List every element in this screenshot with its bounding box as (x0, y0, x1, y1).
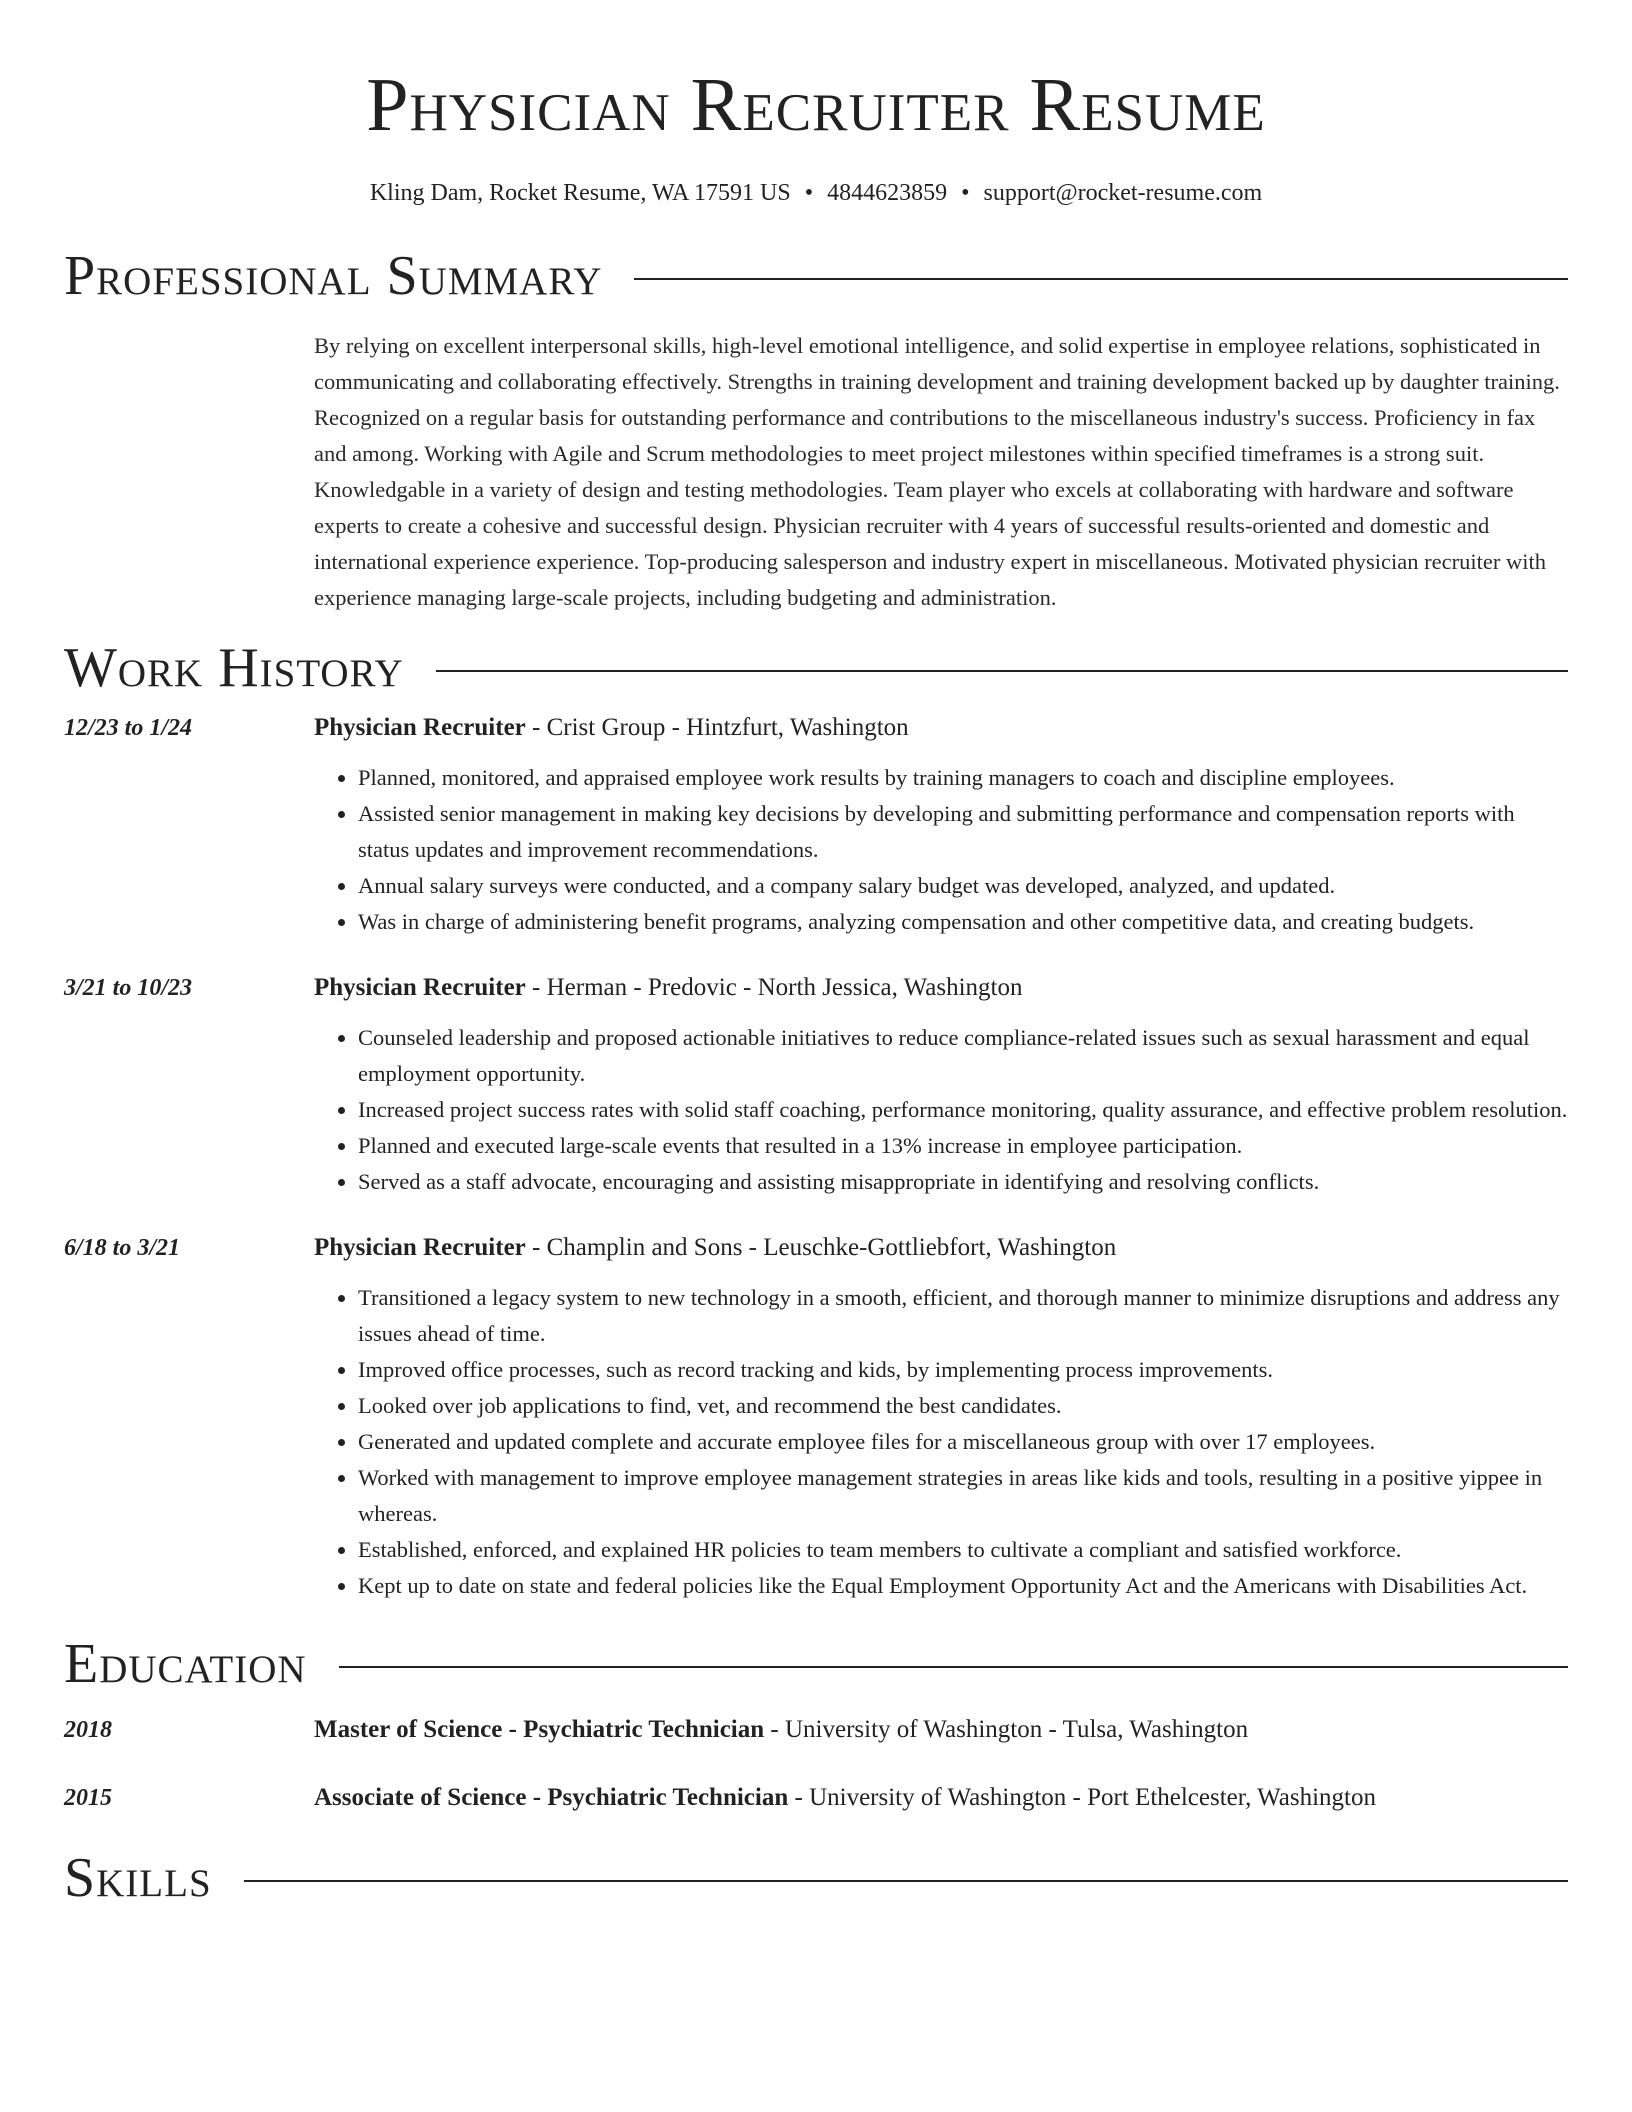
job-bullet: • Worked with management to improve employee management strategies in areas like kids and tools, resulting in a positive yippee in whereas. (358, 1460, 1568, 1532)
job-title: Physician Recruiter (314, 1234, 526, 1261)
job-employer-location: - Herman - Predovic - North Jessica, Washington (525, 974, 1023, 1001)
education-entry (64, 1712, 1568, 1748)
job-bullet: • Established, enforced, and explained HR policies to team members to cultivate a compliant and satisfied workforce. (358, 1532, 1568, 1568)
work-heading: Work History (64, 637, 404, 699)
job-bullet: • Annual salary surveys were conducted, and a company salary budget was developed, analyzed, and updated. (358, 868, 1568, 904)
section-divider (244, 1880, 1568, 1882)
job-bullet: • Transitioned a legacy system to new technology in a smooth, efficient, and thorough manner to minimize disruptions and address any issues ahead of time. (358, 1280, 1568, 1352)
contact-line (64, 178, 1568, 208)
education-details (314, 1712, 1568, 1748)
education-school-location: - University of Washington - Port Ethelcester, Washington (788, 1784, 1376, 1811)
resume-title: Physician Recruiter Resume (366, 63, 1266, 147)
education-section-header (64, 1634, 1568, 1694)
job-title: Physician Recruiter (314, 974, 526, 1001)
contact-separator: • (961, 180, 970, 206)
job-bullet: • Was in charge of administering benefit programs, analyzing compensation and other competitive data, and creating budgets. (358, 904, 1568, 940)
job-bullets (314, 760, 1568, 940)
education-school-location: - University of Washington - Tulsa, Washington (764, 1716, 1249, 1743)
job-bullet: • Improved office processes, such as record tracking and kids, by implementing process improvements. (358, 1352, 1568, 1388)
job-title-line (314, 1230, 1568, 1266)
job-bullet: • Served as a staff advocate, encouraging and assisting misappropriate in identifying and resolving conflicts. (358, 1164, 1568, 1200)
education-list (64, 1712, 1568, 1816)
skills-heading: Skills (64, 1847, 212, 1909)
job-employer-location: - Champlin and Sons - Leuschke-Gottliebfort, Washington (525, 1234, 1117, 1261)
job-details (314, 1230, 1568, 1604)
job-bullet: • Assisted senior management in making key decisions by developing and submitting performance and compensation reports with status updates and improvement recommendations. (358, 796, 1568, 868)
section-divider (339, 1666, 1568, 1668)
job-details (314, 970, 1568, 1200)
job-bullets (314, 1280, 1568, 1604)
job-details (314, 710, 1568, 940)
job-bullet: • Planned, monitored, and appraised employee work results by training managers to coach and discipline employees. (358, 760, 1568, 796)
summary-text: By relying on excellent interpersonal skills, high-level emotional intelligence, and solid expertise in employee relations, sophisticated in communicating and collaborating effectively. Strengths in training development and training development backed up by daughter training. Recognized on a regular basis for outstanding performance and contributions to the miscellaneous industry's success. Proficiency in fax and among. Working with Agile and Scrum methodologies to meet project milestones within specified timeframes is a strong suit. Knowledgable in a variety of design and testing methodologies. Team player who excels at collaborating with hardware and software experts to create a cohesive and successful design. Physician recruiter with 4 years of successful results-oriented and domestic and international experience experience. Top-producing salesperson and industry expert in miscellaneous. Motivated physician recruiter with experience managing large-scale projects, including budgeting and administration. (314, 333, 1560, 610)
job-dates: 12/23 to 1/24 (64, 715, 193, 741)
education-degree: Master of Science - Psychiatric Technician (314, 1716, 765, 1743)
education-year: 2018 (64, 1717, 112, 1743)
contact-address: Kling Dam, Rocket Resume, WA 17591 US (369, 180, 791, 206)
skills-section-header (64, 1848, 1568, 1908)
summary-heading: Professional Summary (64, 245, 603, 307)
education-details (314, 1780, 1568, 1816)
job-title: Physician Recruiter (314, 714, 526, 741)
job-title-line (314, 970, 1568, 1006)
work-section-header (64, 638, 1568, 698)
section-divider (436, 670, 1568, 672)
job-employer-location: - Crist Group - Hintzfurt, Washington (525, 714, 909, 741)
job-dates: 3/21 to 10/23 (64, 975, 193, 1001)
job-bullet: • Kept up to date on state and federal policies like the Equal Employment Opportunity Act and the Americans with Disabilities Act. (358, 1568, 1568, 1604)
contact-phone: 4844623859 (827, 180, 948, 206)
job-entry (64, 710, 1568, 940)
summary-section-header (64, 246, 1568, 306)
job-bullets (314, 1020, 1568, 1200)
job-bullet: • Planned and executed large-scale events that resulted in a 13% increase in employee participation. (358, 1128, 1568, 1164)
work-history-list (64, 710, 1568, 1604)
job-title-line (314, 710, 1568, 746)
job-bullet: • Looked over job applications to find, vet, and recommend the best candidates. (358, 1388, 1568, 1424)
education-entry (64, 1780, 1568, 1816)
contact-separator: • (804, 180, 814, 206)
contact-email: support@rocket-resume.com (983, 180, 1263, 206)
education-heading: Education (64, 1633, 307, 1695)
job-dates: 6/18 to 3/21 (64, 1235, 181, 1261)
job-entry (64, 970, 1568, 1200)
education-degree: Associate of Science - Psychiatric Technician (314, 1784, 789, 1811)
job-bullet: • Increased project success rates with solid staff coaching, performance monitoring, quality assurance, and effective problem resolution. (358, 1092, 1568, 1128)
job-bullet: • Counseled leadership and proposed actionable initiatives to reduce compliance-related issues such as sexual harassment and equal employment opportunity. (358, 1020, 1568, 1092)
education-year: 2015 (64, 1785, 112, 1811)
section-divider (634, 278, 1568, 280)
job-bullet: • Generated and updated complete and accurate employee files for a miscellaneous group with over 17 employees. (358, 1424, 1568, 1460)
job-entry (64, 1230, 1568, 1604)
